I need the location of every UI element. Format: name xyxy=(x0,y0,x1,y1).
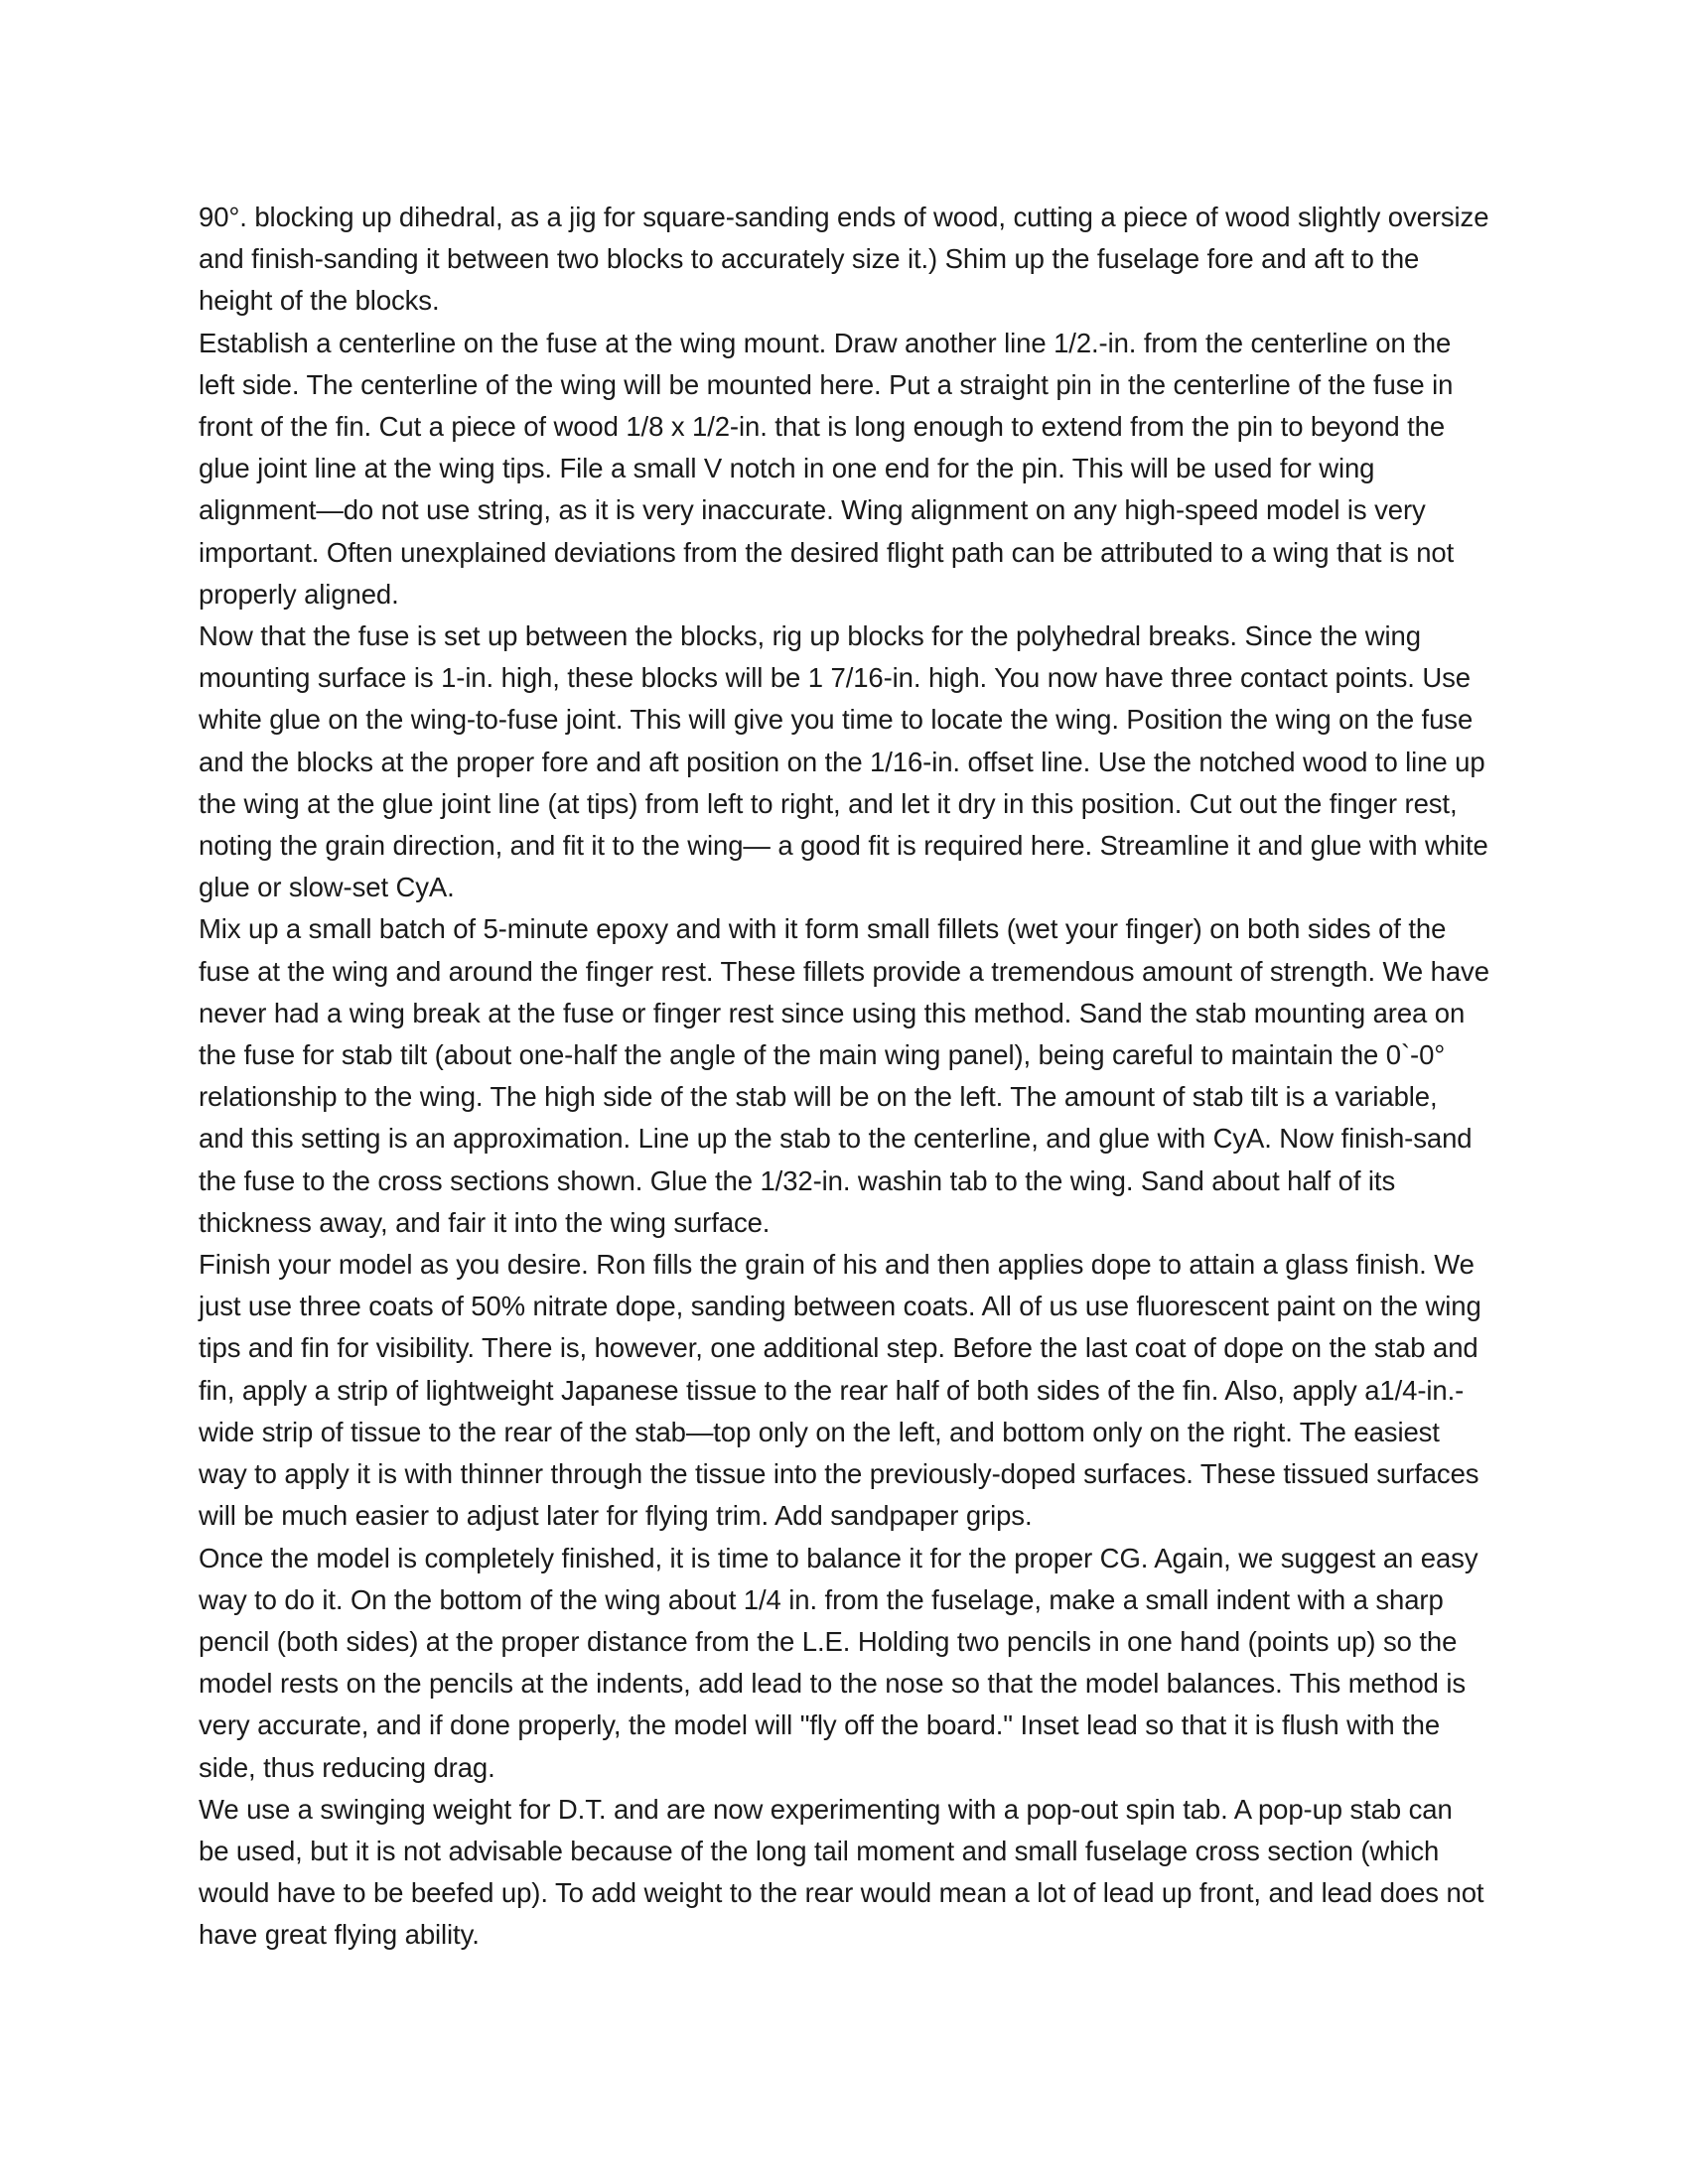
paragraph-dethermalizer: We use a swinging weight for D.T. and are now experimenting with a pop-out spin tab. A pop-up stab can be used, but it is not advisable because of the long tail moment and small fuselage cross section (which would have to be beefed up). To add weight to the rear would mean a lot of lead up front, and lead does not have great flying ability. xyxy=(199,1793,1484,1951)
body-text xyxy=(199,197,1489,1957)
paragraph-balance-cg: Once the model is completely finished, it is time to balance it for the proper CG. Again, we suggest an easy way to do it. On the bottom of the wing about 1/4 in. from the fuselage, make a small indent with a sharp pencil (both sides) at the proper distance from the L.E. Holding two pencils in one hand (points up) so the model rests on the pencils at the indents, add lead to the nose so that the model balances. This method is very accurate, and if done properly, the model will "fly off the board." Inset lead so that it is flush with the side, thus reducing drag. xyxy=(199,1542,1478,1783)
paragraph-finishing: Finish your model as you desire. Ron fills the grain of his and then applies dope to attain a glass finish. We just use three coats of 50% nitrate dope, sanding between coats. All of us use fluorescent paint on the wing tips and fin for visibility. There is, however, one additional step. Before the last coat of dope on the stab and fin, apply a strip of lightweight Japanese tissue to the rear half of both sides of the fin. Also, apply a1/4-in.-wide strip of tissue to the rear of the stab—top only on the left, and bottom only on the right. The easiest way to apply it is with thinner through the tissue into the previously-doped surfaces. These tissued surfaces will be much easier to adjust later for flying trim. Add sandpaper grips. xyxy=(199,1249,1481,1532)
paragraph-polyhedral-blocks: Now that the fuse is set up between the blocks, rig up blocks for the polyhedral breaks. Since the wing mounting surface is 1-in. high, these blocks will be 1 7/16-in. high. You now have three contact points. Use white glue on the wing-to-fuse joint. This will give you time to locate the wing. Position the wing on the fuse and the blocks at the proper fore and aft position on the 1/16-in. offset line. Use the notched wood to line up the wing at the glue joint line (at tips) from left to right, and let it dry in this position. Cut out the finger rest, noting the grain direction, and fit it to the wing— a good fit is required here. Streamline it and glue with white glue or slow-set CyA. xyxy=(199,620,1488,903)
paragraph-epoxy-fillets: Mix up a small batch of 5-minute epoxy and with it form small fillets (wet your finger) on both sides of the fuse at the wing and around the finger rest. These fillets provide a tremendous amount of strength. We have never had a wing break at the fuse or finger rest since using this method. Sand the stab mounting area on the fuse for stab tilt (about one-half the angle of the main wing panel), being careful to maintain the 0`-0° relationship to the wing. The high side of the stab will be on the left. The amount of stab tilt is a variable, and this setting is an approximation. Line up the stab to the centerline, and glue with CyA. Now finish-sand the fuse to the cross sections shown. Glue the 1/32-in. washin tab to the wing. Sand about half of its thickness away, and fair it into the wing surface. xyxy=(199,913,1489,1238)
paragraph-dihedral-jig: 90°. blocking up dihedral, as a jig for square-sanding ends of wood, cutting a piece of wood slightly oversize and finish-sanding it between two blocks to accurately size it.) Shim up the fuselage fore and aft to the height of the blocks. xyxy=(199,202,1489,317)
paragraph-centerline: Establish a centerline on the fuse at the wing mount. Draw another line 1/2.-in. from the centerline on the left side. The centerline of the wing will be mounted here. Put a straight pin in the centerline of the fuse in front of the fin. Cut a piece of wood 1/8 x 1/2-in. that is long enough to extend from the pin to beyond the glue joint line at the wing tips. File a small V notch in one end for the pin. This will be used for wing alignment—do not use string, as it is very inaccurate. Wing alignment on any high-speed model is very important. Often unexplained deviations from the desired flight path can be attributed to a wing that is not properly aligned. xyxy=(199,327,1455,610)
